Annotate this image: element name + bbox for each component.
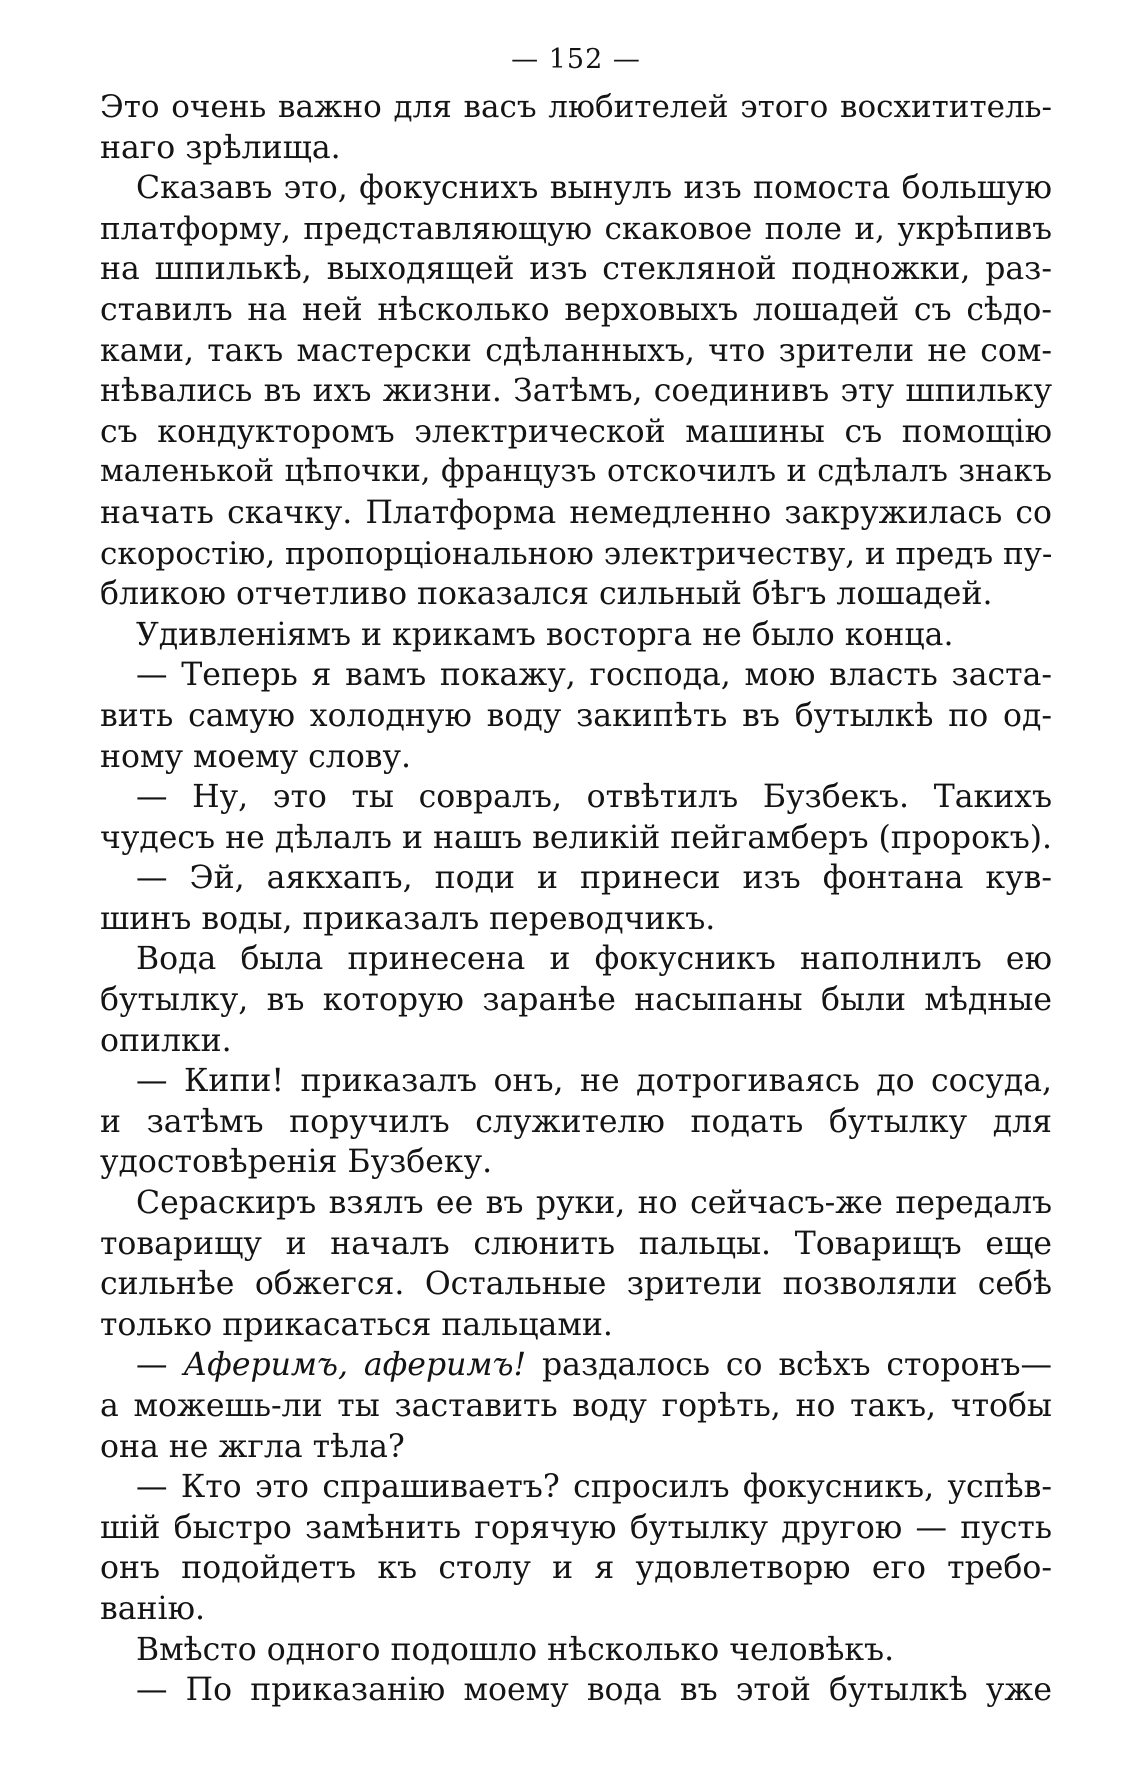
text-line [100, 1345, 1052, 1386]
text-line: Удивленіямъ и крикамъ восторга не было конца. [136, 616, 954, 653]
text-line: товарищу и началъ слюнить пальцы. Товарищъ еще [100, 1225, 1052, 1262]
text-line: опилки. [100, 1022, 232, 1059]
text-line: Это очень важно для васъ любителей этого восхититель- [100, 89, 1052, 125]
text-line: удостовѣренія Бузбеку. [100, 1144, 493, 1181]
text-line: съ кондукторомъ электрической машины съ помощію [100, 413, 1052, 450]
text-line: — Ну, это ты совралъ, отвѣтилъ Бузбекъ. Такихъ [136, 779, 1052, 816]
text-line: она не жгла тѣла? [100, 1428, 405, 1465]
text-line: наго зрѣлища. [100, 129, 341, 166]
text-line: маленькой цѣпочки, французъ отскочилъ и сдѣлалъ знакъ [100, 454, 1052, 490]
text-line: вить самую холодную воду закипѣть въ бутылкѣ по од- [100, 697, 1052, 734]
text-line: скоростію, пропорціональною электричеству, и предъ пу- [100, 535, 1053, 572]
text-line: — Кто это спрашиваетъ? спросилъ фокусникъ, успѣв- [136, 1469, 1052, 1506]
text-line: и затѣмъ поручилъ служителю подать бутылку для [100, 1103, 1052, 1140]
text-line: а можешь-ли ты заставить воду горѣть, но такъ, чтобы [100, 1388, 1052, 1424]
text-line-rest: раздалось со всѣхъ сторонъ— [542, 1347, 1053, 1384]
text-line: шій быстро замѣнить горячую бутылку другою — пусть [100, 1509, 1052, 1546]
text-line: Сказавъ это, фокуснихъ вынулъ изъ помоста большую [136, 170, 1052, 207]
body-text [100, 87, 1052, 1711]
text-line: сильнѣе обжегся. Остальные зрители позволяли себѣ [100, 1266, 1052, 1303]
italic-exclamation: Аферимъ, аферимъ! [183, 1347, 527, 1384]
text-line: — Теперь я вамъ покажу, господа, мою власть заста- [136, 657, 1052, 694]
text-line: Вмѣсто одного подошло нѣсколько человѣкъ. [136, 1631, 895, 1668]
text-line: нѣвались въ ихъ жизни. Затѣмъ, соединивъ эту шпильку [100, 373, 1052, 410]
text-line: Вода была принесена и фокусникъ наполнилъ ею [136, 941, 1052, 978]
text-line: ному моему слову. [100, 738, 412, 775]
text-line: онъ подойдетъ къ столу и я удовлетворю его требо- [100, 1550, 1052, 1587]
text-line: — Кипи! приказалъ онъ, не дотрогиваясь до сосуда, [136, 1063, 1052, 1100]
text-line: на шпилькѣ, выходящей изъ стекляной подножки, раз- [100, 251, 1052, 288]
text-line: — Эй, аякхапъ, поди и принеси изъ фонтана кув- [136, 860, 1052, 897]
text-line: ставилъ на ней нѣсколько верховыхъ лошадей съ сѣдо- [100, 291, 1052, 328]
text-line: ками, такъ мастерски сдѣланныхъ, что зрители не сом- [100, 332, 1052, 369]
text-line: ванію. [100, 1590, 206, 1627]
text-line: чудесъ не дѣлалъ и нашъ великій пейгамберъ (пророкъ). [100, 819, 1053, 856]
text-line: — По приказанію моему вода въ этой бутылкѣ уже [136, 1672, 1052, 1709]
dash: — [136, 1347, 168, 1384]
text-line: только прикасаться пальцами. [100, 1306, 613, 1343]
text-line: начать скачку. Платформа немедленно закружилась со [100, 494, 1052, 531]
text-line: шинъ воды, приказалъ переводчикъ. [100, 900, 716, 937]
text-line: бликою отчетливо показался сильный бѣгъ лошадей. [100, 576, 993, 613]
page-number: — 152 — [511, 44, 641, 75]
text-line: платформу, представляющую скаковое поле и, укрѣпивъ [100, 210, 1052, 247]
text-line: бутылку, въ которую заранѣе насыпаны были мѣдные [100, 982, 1052, 1019]
text-line: Сераскиръ взялъ ее въ руки, но сейчасъ-же передалъ [136, 1185, 1052, 1222]
